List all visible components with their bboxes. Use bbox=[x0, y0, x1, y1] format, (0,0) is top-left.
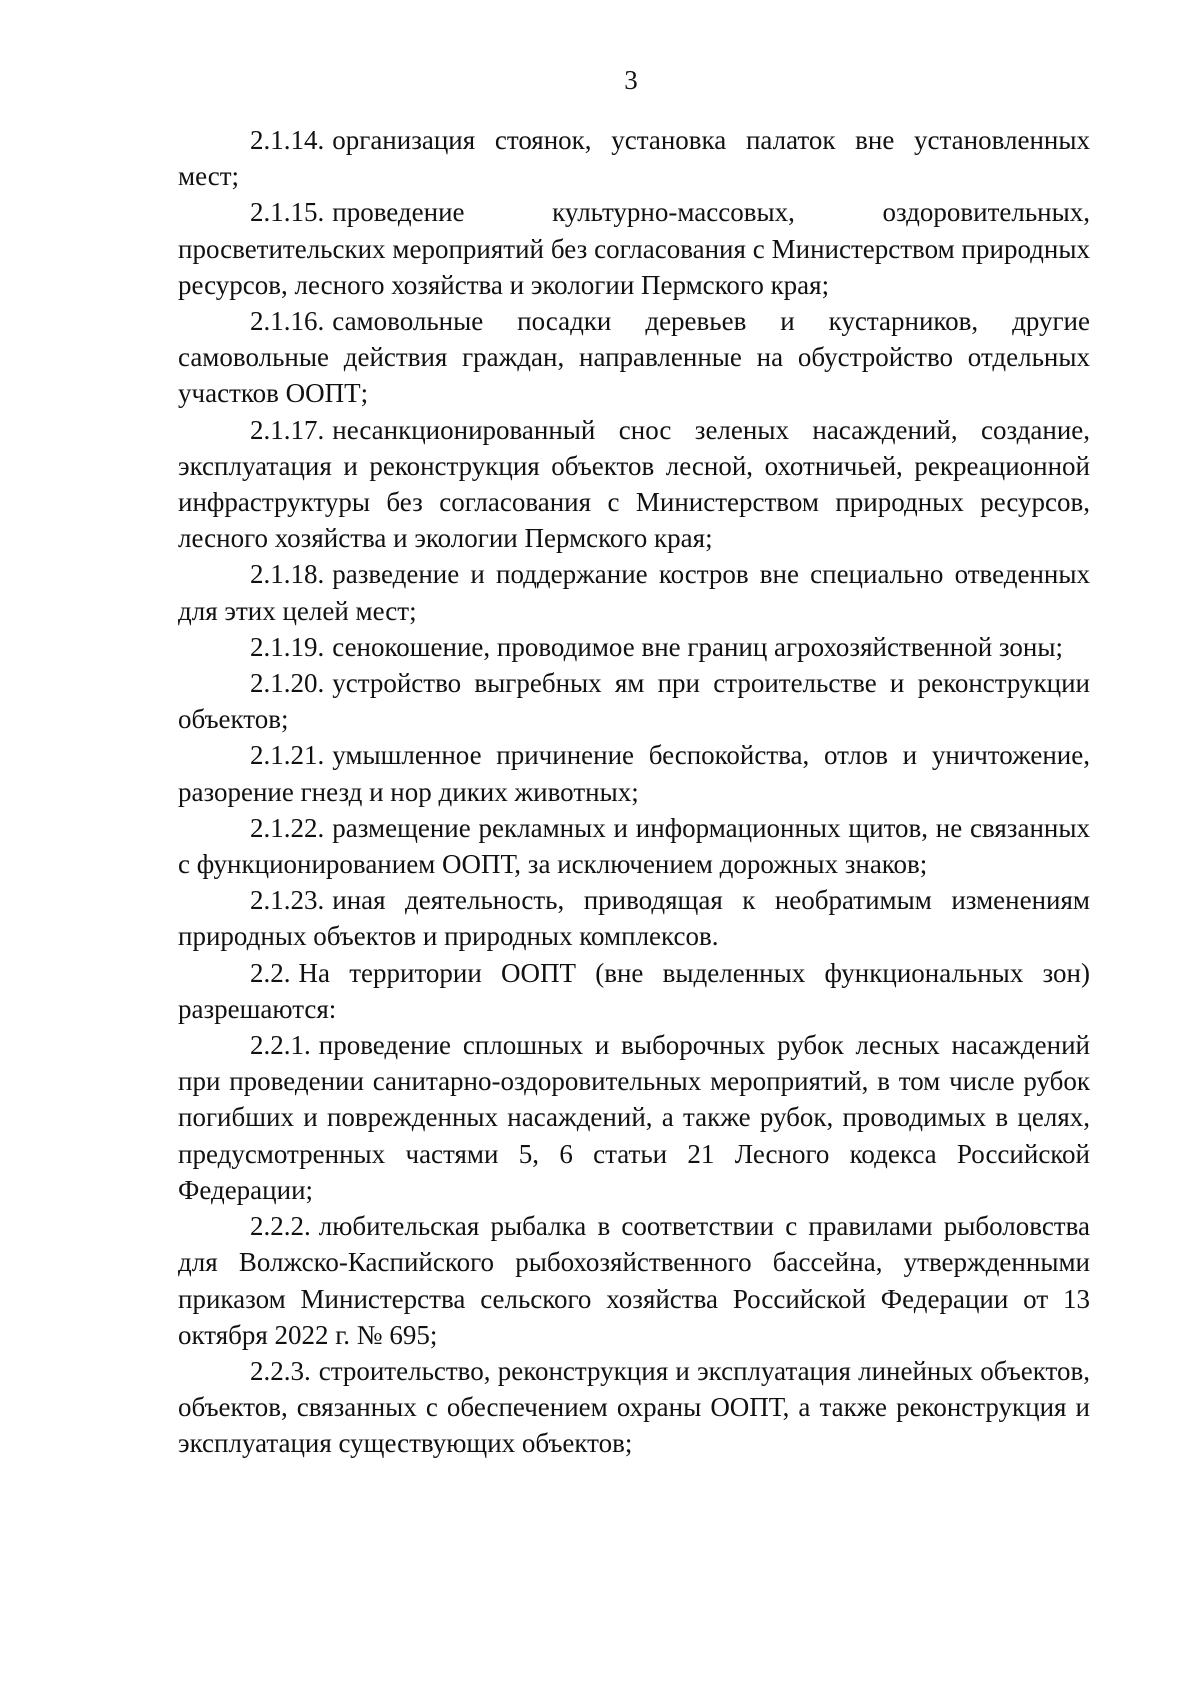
paragraph-text: На территории ООПТ (вне выделенных функциональных зон) разрешаются: bbox=[178, 957, 1090, 1024]
paragraph-number: 2.2.2. bbox=[250, 1211, 311, 1242]
paragraph-2-1-16 bbox=[178, 303, 1090, 412]
paragraph-number: 2.2.3. bbox=[250, 1355, 311, 1386]
paragraph-text: самовольные посадки деревьев и кустарников, другие самовольные действия граждан, направленные на обустройство отдельных участков ООПТ; bbox=[178, 306, 1090, 409]
paragraph-2-1-18 bbox=[178, 556, 1090, 628]
paragraph-2-1-19 bbox=[178, 629, 1090, 665]
paragraph-number: 2.1.15. bbox=[250, 197, 325, 228]
paragraph-text: проведение культурно-массовых, оздоровительных, просветительских мероприятий без согласования с Министерством природных ресурсов, лесного хозяйства и экологии Пермского края; bbox=[178, 197, 1090, 300]
paragraph-text: любительская рыбалка в соответствии с правилами рыболовства для Волжско-Каспийского рыбохозяйственного бассейна, утвержденными приказом Министерства сельского хозяйства Российской Федерации от 13 октября 2022 г. № 695; bbox=[178, 1211, 1090, 1350]
paragraph-number: 2.1.23. bbox=[250, 885, 325, 916]
paragraph-text: несанкционированный снос зеленых насаждений, создание, эксплуатация и реконструкция объектов лесной, охотничьей, рекреационной инфраструктуры без согласования с Министерством природных ресурсов, лесного хозяйства и экологии Пермского края; bbox=[178, 414, 1090, 554]
paragraph-number: 2.2. bbox=[250, 957, 291, 988]
paragraph-number: 2.1.18. bbox=[250, 559, 325, 590]
paragraph-text: разведение и поддержание костров вне специально отведенных для этих целей мест; bbox=[178, 559, 1090, 626]
paragraph-number: 2.1.19. bbox=[250, 631, 325, 662]
paragraph-2-2-3 bbox=[178, 1353, 1090, 1462]
paragraph-2-2 bbox=[178, 955, 1090, 1027]
paragraph-number: 2.1.21. bbox=[250, 740, 325, 771]
paragraph-2-1-21 bbox=[178, 737, 1090, 809]
paragraph-number: 2.2.1. bbox=[250, 1030, 311, 1061]
paragraph-2-1-20 bbox=[178, 665, 1090, 737]
paragraph-number: 2.1.16. bbox=[250, 306, 325, 337]
paragraph-text: иная деятельность, приводящая к необратимым изменениям природных объектов и природных комплексов. bbox=[178, 885, 1090, 952]
paragraph-text: размещение рекламных и информационных щитов, не связанных с функционированием ООПТ, за исключением дорожных знаков; bbox=[178, 812, 1090, 880]
paragraph-2-2-2 bbox=[178, 1208, 1090, 1353]
paragraph-text: умышленное причинение беспокойства, отлов и уничтожение, разорение гнезд и нор диких животных; bbox=[178, 740, 1090, 807]
paragraph-text: строительство, реконструкция и эксплуатация линейных объектов, объектов, связанных с обеспечением охраны ООПТ, а также реконструкция и эксплуатация существующих объектов; bbox=[178, 1355, 1090, 1459]
paragraph-text: проведение сплошных и выборочных рубок лесных насаждений при проведении санитарно-оздоровительных мероприятий, в том числе рубок погибших и поврежденных насаждений, а также рубок, проводимых в целях, предусмотренных частями 5, 6 статьи 21 Лесного кодекса Российской Федерации; bbox=[178, 1030, 1090, 1205]
paragraph-2-1-22 bbox=[178, 810, 1090, 882]
paragraph-number: 2.1.17. bbox=[250, 414, 325, 445]
paragraph-2-1-23 bbox=[178, 882, 1090, 954]
paragraph-number: 2.1.22. bbox=[250, 812, 325, 843]
paragraph-2-1-17 bbox=[178, 412, 1090, 557]
document-body bbox=[178, 122, 1090, 1462]
paragraph-text: устройство выгребных ям при строительстве и реконструкции объектов; bbox=[178, 668, 1090, 735]
paragraph-number: 2.1.20. bbox=[250, 668, 325, 699]
paragraph-text: организация стоянок, установка палаток вне установленных мест; bbox=[178, 125, 1090, 192]
paragraph-text: сенокошение, проводимое вне границ агрохозяйственной зоны; bbox=[332, 631, 1064, 662]
paragraph-2-1-15 bbox=[178, 194, 1090, 303]
page-number: 3 bbox=[624, 65, 638, 95]
paragraph-2-2-1 bbox=[178, 1027, 1090, 1208]
paragraph-2-1-14 bbox=[178, 122, 1090, 194]
paragraph-number: 2.1.14. bbox=[250, 125, 325, 155]
